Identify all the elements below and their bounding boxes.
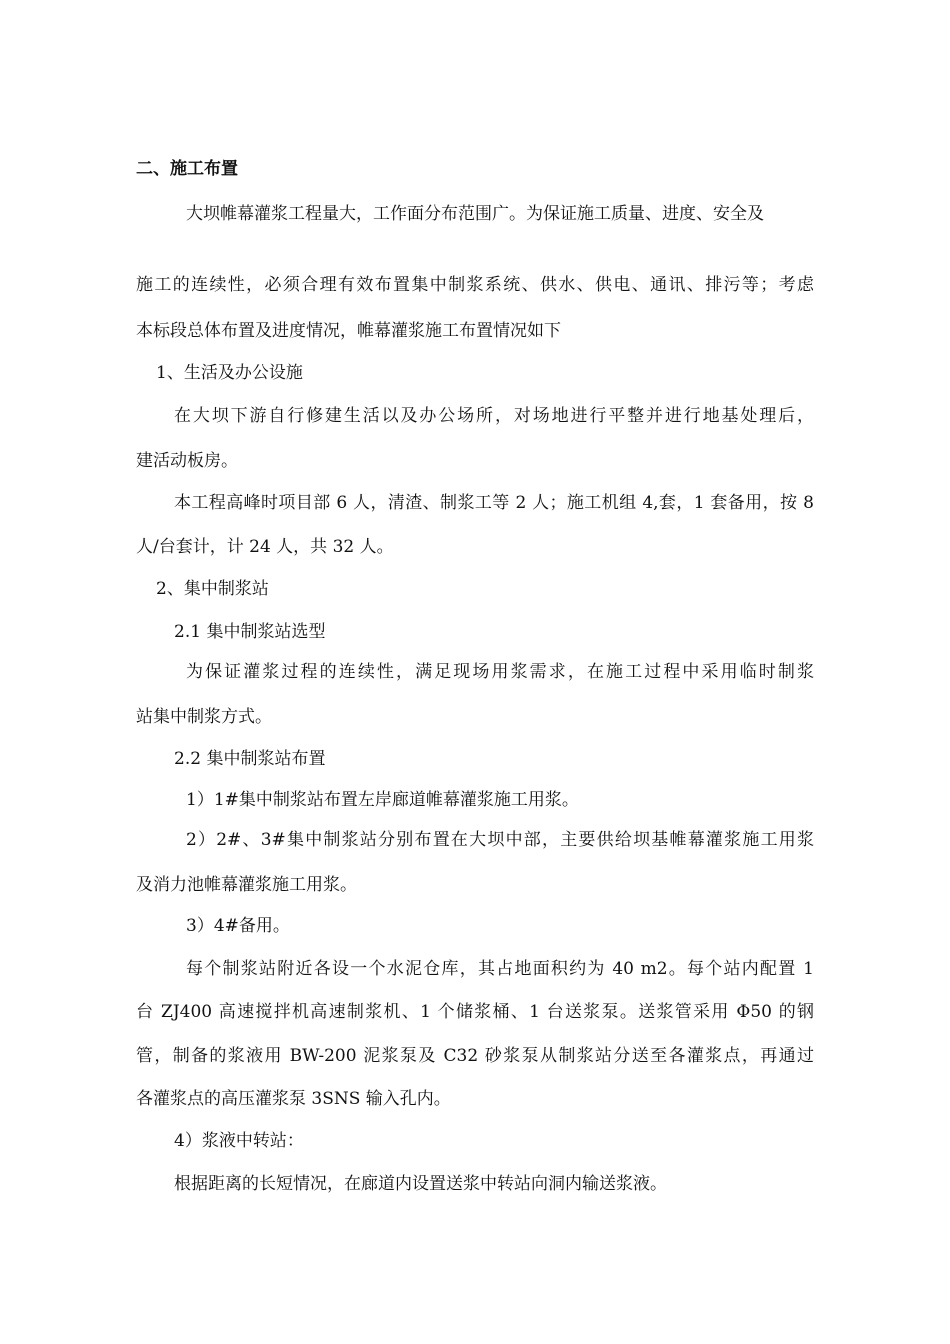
station-para-line-1: 每个制浆站附近各设一个水泥仓库，其占地面积约为 40 m2。每个站内配置 1 xyxy=(186,959,814,979)
intro-line-3: 本标段总体布置及进度情况，帷幕灌浆施工布置情况如下 xyxy=(136,321,561,341)
section-1-title: 1、生活及办公设施 xyxy=(156,363,303,383)
final-paragraph: 根据距离的长短情况，在廊道内设置送浆中转站向洞内输送浆液。 xyxy=(174,1174,667,1194)
section-title: 二、施工布置 xyxy=(136,159,238,179)
section-2-1-title: 2.1 集中制浆站选型 xyxy=(174,622,326,642)
intro-line-2: 施工的连续性，必须合理有效布置集中制浆系统、供水、供电、通讯、排污等；考虑 xyxy=(136,275,814,295)
s1-para1-line-2: 建活动板房。 xyxy=(136,451,238,471)
s1-para1-line-1: 在大坝下游自行修建生活以及办公场所，对场地进行平整并进行地基处理后， xyxy=(174,406,814,426)
s21-line-2: 站集中制浆方式。 xyxy=(136,707,272,727)
s1-para2-line-2: 人/台套计，计 24 人，共 32 人。 xyxy=(136,537,394,557)
s1-para2-line-1: 本工程高峰时项目部 6 人，清渣、制浆工等 2 人；施工机组 4,套，1 套备用，按 8 xyxy=(174,493,814,513)
section-2-title: 2、集中制浆站 xyxy=(156,579,269,599)
list-item-2-line-2: 及消力池帷幕灌浆施工用浆。 xyxy=(136,875,357,895)
list-item-3: 3）4#备用。 xyxy=(186,916,290,936)
list-item-2-line-1: 2）2#、3#集中制浆站分别布置在大坝中部，主要供给坝基帷幕灌浆施工用浆 xyxy=(186,830,814,850)
s21-line-1: 为保证灌浆过程的连续性，满足现场用浆需求，在施工过程中采用临时制浆 xyxy=(186,662,814,682)
station-para-line-4: 各灌浆点的高压灌浆泵 3SNS 输入孔内。 xyxy=(136,1089,451,1109)
station-para-line-2: 台 ZJ400 高速搅拌机高速制浆机、1 个储浆桶、1 台送浆泵。送浆管采用 Φ50 的钢 xyxy=(136,1002,814,1022)
intro-line-1: 大坝帷幕灌浆工程量大，工作面分布范围广。为保证施工质量、进度、安全及 xyxy=(186,204,764,224)
station-para-line-3: 管，制备的浆液用 BW-200 泥浆泵及 C32 砂浆泵从制浆站分送至各灌浆点，再通过 xyxy=(136,1046,814,1066)
list-item-1: 1）1#集中制浆站布置左岸廊道帷幕灌浆施工用浆。 xyxy=(186,790,579,810)
list-item-4: 4）浆液中转站： xyxy=(174,1131,304,1151)
section-2-2-title: 2.2 集中制浆站布置 xyxy=(174,749,326,769)
